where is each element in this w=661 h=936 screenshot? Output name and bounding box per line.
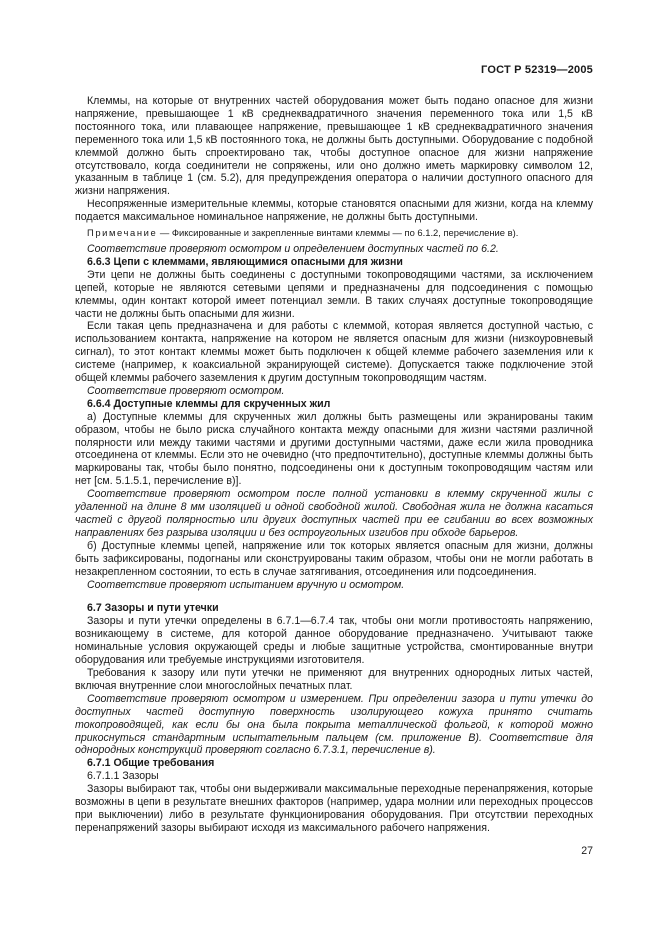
- paragraph: б) Доступные клеммы цепей, напряжение или ток которых является опасным для жизни, должны быть зафиксированы, подогнаны или сконструированы таким образом, чтобы они не могли работать в незакрепленном состоянии, то есть в случае затягивания, отсоединения или подсоединения.: [75, 539, 593, 578]
- section-heading: 6.7 Зазоры и пути утечки: [87, 602, 219, 615]
- paragraph: Требования к зазору или пути утечки не применяют для внутренних однородных литых частей, включая внутренние слои многослойных печатных плат.: [75, 666, 593, 692]
- paragraph: а) Доступные клеммы для скрученных жил должны быть размещены или экранированы таким образом, чтобы не было риска случайного контакта между опасными для жизни частями различной полярности или между такими частями и другими доступными частями, даже если жила проводника отсоединена от клеммы. Если это не очевидно (что предпочтительно), доступные клеммы должны быть маркированы так, чтобы было понятно, подсоединены они к доступным токопроводящим частям или нет [см. 5.1.5.1, перечисление в)].: [75, 410, 593, 488]
- compliance-statement: Соответствие проверяют осмотром и определением доступных частей по 6.2.: [87, 242, 499, 255]
- subsection-title: 6.7.1.1 Зазоры: [87, 770, 159, 783]
- compliance-statement: Соответствие проверяют осмотром.: [87, 384, 285, 397]
- section-heading: 6.7.1 Общие требования: [87, 757, 215, 770]
- paragraph: Зазоры и пути утечки определены в 6.7.1—6.7.4 так, чтобы они могли противостоять напряжению, возникающему в системе, для которой данное оборудование предназначено. Учитывают также номинальные условия окружающей среды и любые защитные устройства, смонтированные внутри оборудования или требуемые инструкциями изготовителя.: [75, 615, 593, 667]
- paragraph: Эти цепи не должны быть соединены с доступными токопроводящими частями, за исключением цепей, которые не являются сетевыми цепями и предназначены для подсоединения с помощью клеммы, один контакт которой имеет потенциал земли. В таких случаях доступные токопроводящие части не должны быть опасными для жизни.: [75, 268, 593, 320]
- paragraph: Несопряженные измерительные клеммы, которые становятся опасными для жизни, когда на клемму подается максимальное номинальное напряжение, не должны быть доступными.: [75, 198, 593, 224]
- note-text: — Фиксированные и закрепленные винтами клеммы — по 6.1.2, перечисление в).: [157, 227, 519, 239]
- standard-header: ГОСТ Р 52319—2005: [481, 64, 593, 76]
- compliance-statement: Соответствие проверяют осмотром после полной установки в клемму скрученной жилы с удаленной на длине 8 мм изоляцией и одной свободной жилой. Свободная жила не должна касаться частей с другой полярностью или других доступных частей при ее сгибании во всех возможных направлениях без разрыва изоляции и без остроугольных изгибов при обходе барьеров.: [75, 488, 593, 539]
- compliance-statement: Соответствие проверяют осмотром и измерением. При определении зазора и пути утечки до доступных частей доступную поверхность изолирующего кожуха принято считать токопроводящей, как если бы она была покрыта металлической фольгой, к которой можно прикоснуться стандартным испытательным пальцем (см. приложение В). Соответствие для однородных конструкций проверяют согласно 6.7.3.1, перечисление в).: [75, 692, 593, 757]
- page-number: 27: [581, 845, 593, 857]
- paragraph: Если такая цепь предназначена и для работы с клеммой, которая является доступной частью, с использованием контакта, напряжение на котором не является опасным для жизни (низкоуровневый сигнал), то этот контакт клеммы может быть подключен к общей клемме рабочего заземления или к системе (например, к коаксиальной экранирующей системе). Допускается также подключение этой общей клеммы рабочего заземления к другим доступным токопроводящим частям.: [75, 320, 593, 385]
- compliance-statement: Соответствие проверяют испытанием вручную и осмотром.: [87, 578, 405, 591]
- section-heading: 6.6.4 Доступные клеммы для скрученных жил: [87, 397, 331, 410]
- section-heading: 6.6.3 Цепи с клеммами, являющимися опасными для жизни: [87, 255, 403, 268]
- paragraph: Клеммы, на которые от внутренних частей оборудования может быть подано опасное для жизни напряжение, превышающее 1 кВ среднеквадратичного значения переменного тока или 1,5 кВ постоянного тока, или плавающее напряжение, превышающее 1 кВ среднеквадратичного значения переменного тока или 1,5 кВ постоянного тока, не должны быть доступными. Оборудование с подобной клеммой должно быть спроектировано так, чтобы доступное опасное для жизни напряжение отсутствовало, когда соединители не сопряжены, или оно должно иметь маркировку символом 12, указанным в таблице 1 (см. 5.2), для предупреждения оператора о наличии доступного опасного для жизни напряжения.: [75, 95, 593, 198]
- note: [75, 227, 593, 240]
- page-content: [75, 95, 593, 835]
- note-label: Примечание: [87, 227, 158, 239]
- paragraph: Зазоры выбирают так, чтобы они выдерживали максимальные переходные перенапряжения, которые возможны в цепи в результате внешних факторов (например, удара молнии или переходных процессов при выключении) либо в результате функционирования оборудования. При отсутствии переходных перенапряжений зазоры выбирают исходя из максимального рабочего напряжения.: [75, 783, 593, 834]
